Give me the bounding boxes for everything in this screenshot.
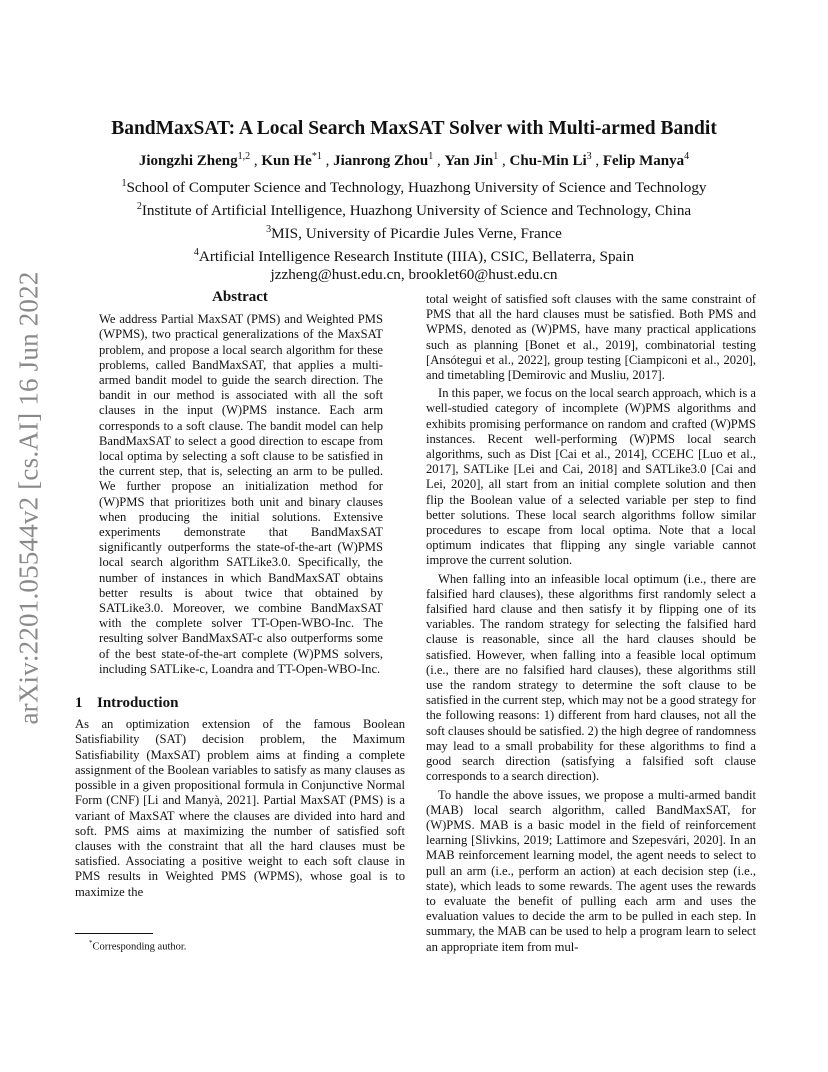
arxiv-stamp: arXiv:2201.05544v2 [cs.AI] 16 Jun 2022 bbox=[13, 271, 44, 725]
author-list: Jiongzhi Zheng$^{1,2}$ , Kun He$^{*1}$ , Jianrong Zhou$^1$ , Yan Jin$^1$ , Chu-Min Li$^3$ , Felip Manya$^4$ bbox=[138, 151, 690, 169]
paragraph: To handle the above issues, we propose a multi-armed bandit (MAB) local search algorithm, called BandMaxSAT, for (W)PMS. MAB is a basic model in the field of reinforcement learning [Slivkins, 2019; Lattimore and Szepesvári, 2020]. In an MAB reinforcement learning model, the agent needs to select to pull an arm (i.e., perform an action) at each decision step (i.e., state), which leads to some rewards. The agent uses the rewards to evaluate the benefit of pulling each arm and uses the evaluation values to decide the arm to be pulled in each step. In summary, the MAB can be used to help a program learn to select an appropriate item from mul- bbox=[426, 787, 756, 954]
author: Felip Manya$^4$ bbox=[602, 151, 690, 169]
author: Kun He$^{*1}$ bbox=[261, 151, 322, 169]
footnote: *Corresponding author. bbox=[89, 939, 187, 953]
abstract-heading: Abstract bbox=[212, 289, 268, 305]
footnote-rule bbox=[75, 933, 153, 934]
affiliation: $^3$MIS, University of Picardie Jules Verne, France bbox=[266, 223, 562, 242]
paragraph: As an optimization extension of the famous Boolean Satisfiability (SAT) decision problem, the Maximum Satisfiability (MaxSAT) problem aims at finding a complete assignment of the Boolean variables to satisfy as many clauses as possible in a given propositional formula in Conjunctive Normal Form (CNF) [Li and Manyà, 2021]. Partial MaxSAT (PMS) is a variant of MaxSAT where the clauses are divided into hard and soft. PMS aims at maximizing the number of satisfied soft clauses with the constraint that all the hard clauses must be satisfied. Associating a positive weight to each soft clause in PMS results in Weighted PMS (WPMS), whose goal is to maximize the bbox=[75, 717, 405, 899]
affiliation: $^2$Institute of Artificial Intelligence, Huazhong University of Science and Technology, China bbox=[136, 200, 692, 219]
affiliation: $^1$School of Computer Science and Technology, Huazhong University of Science and Technology bbox=[121, 178, 707, 197]
paragraph: total weight of satisfied soft clauses with the same constraint of PMS that all the hard clauses must be satisfied. Both PMS and WPMS, denoted as (W)PMS, have many practical applications such as planning [Bonet et al., 2019], combinatorial testing [Ansótegui et al., 2022], group testing [Ciampiconi et al., 2020], and timetabling [Demirovic and Musliu, 2017]. bbox=[426, 292, 756, 383]
author-emails: jzzheng@hust.edu.cn, brooklet60@hust.edu.cn bbox=[270, 266, 558, 284]
paragraph: In this paper, we focus on the local search approach, which is a well-studied category of incomplete (W)PMS algorithms and exhibits promising performance on random and crafted (W)PMS instances. Recent well-performing (W)PMS local search algorithms, such as Dist [Cai et al., 2014], CCEHC [Luo et al., 2017], SATLike [Lei and Cai, 2018] and SATLike3.0 [Cai and Lei, 2020], all start from an initial complete solution and then flip the Boolean value of a selected variable per step to find better solutions. These local search algorithms follow similar procedures to escape from local optima. Note that a local optimum indicates that flipping any single variable cannot improve the current solution. bbox=[426, 386, 756, 568]
paragraph: When falling into an infeasible local optimum (i.e., there are falsified hard clauses), these algorithms first randomly select a falsified hard clause and then satisfy it by flipping one of its variables. The random strategy for selecting the falsified hard clause is reasonable, since all the hard clauses should be satisfied. However, when falling into a feasible local optimum (i.e., there are no falsified hard clauses), these algorithms still use the random strategy to determine the soft clause to be satisfied in the current step, which may not be a good strategy for the following reasons: 1) different from hard clauses, not all the soft clauses should be satisfied. 2) the high degree of randomness may lead to a small probability for these algorithms to find a good search direction (satisfying a falsified soft clause corresponds to a search direction). bbox=[426, 571, 756, 784]
section-heading: 1 Introduction bbox=[75, 695, 179, 712]
abstract-text: We address Partial MaxSAT (PMS) and Weighted PMS (WPMS), two practical generalizations of the MaxSAT problem, and propose a local search algorithm for these problems, called BandMaxSAT, that applies a multi-armed bandit model to guide the search direction. The bandit in our method is associated with all the soft clauses in the input (W)PMS instance. Each arm corresponds to a soft clause. The bandit model can help BandMaxSAT to select a good direction to escape from local optima by selecting a soft clause to be satisfied in the current step, that is, selecting an arm to be pulled. We further propose an initialization method for (W)PMS that prioritizes both unit and binary clauses when producing the initial solutions. Extensive experiments demonstrate that BandMaxSAT significantly outperforms the state-of-the-art (W)PMS local search algorithm SATLike3.0. Specifically, the number of instances in which BandMaxSAT obtains better results is about twice that obtained by SATLike3.0. Moreover, we combine BandMaxSAT with the complete solver TT-Open-WBO-Inc. The resulting solver BandMaxSAT-c also outperforms some of the best state-of-the-art complete (W)PMS solvers, including SATLike-c, Loandra and TT-Open-WBO-Inc. bbox=[99, 312, 383, 676]
affiliation-block bbox=[0, 175, 828, 285]
left-column bbox=[75, 290, 405, 900]
paper-title: BandMaxSAT: A Local Search MaxSAT Solver with Multi-armed Bandit bbox=[111, 118, 717, 139]
author: Chu-Min Li$^3$ bbox=[509, 151, 592, 169]
author: Yan Jin$^1$ bbox=[444, 151, 499, 169]
author: Jianrong Zhou$^1$ bbox=[333, 151, 434, 169]
right-column bbox=[426, 292, 756, 955]
author: Jiongzhi Zheng$^{1,2}$ bbox=[138, 151, 251, 169]
affiliation: $^4$Artificial Intelligence Research Institute (IIIA), CSIC, Bellaterra, Spain bbox=[193, 246, 635, 265]
